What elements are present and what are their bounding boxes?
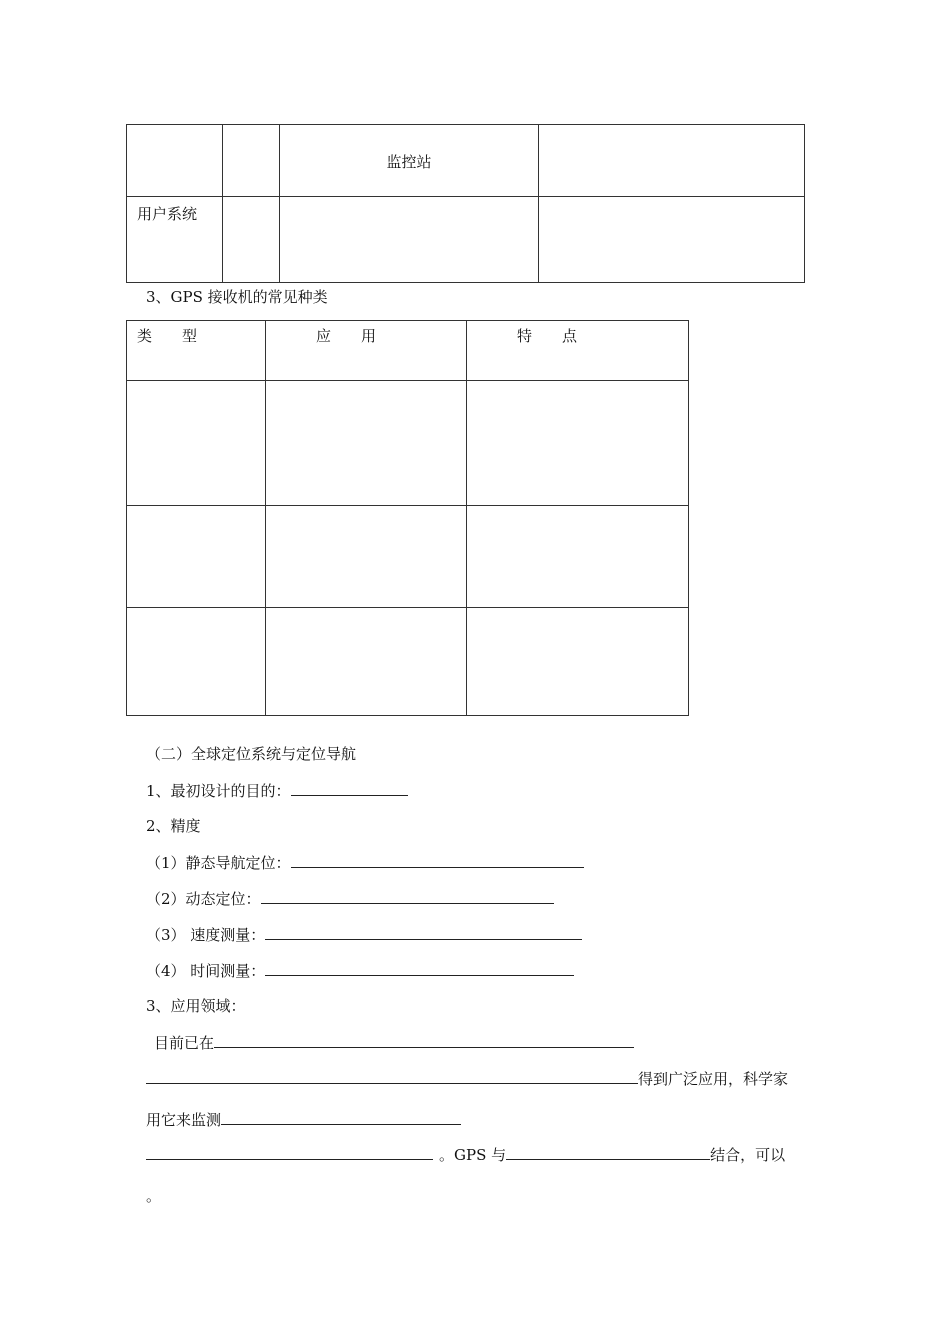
q2-1-line — [146, 852, 584, 873]
table-cell[interactable] — [266, 381, 467, 506]
table-cell[interactable] — [266, 608, 467, 716]
table-header-cell — [127, 321, 266, 381]
q2-2-blank[interactable] — [261, 888, 554, 904]
header-type: 类 型 — [137, 327, 198, 345]
table-cell[interactable] — [127, 608, 266, 716]
q3-line-4: 。GPS 与 结合，可以 — [146, 1144, 785, 1165]
table-cell[interactable] — [266, 506, 467, 608]
q3-label: 3、应用领域： — [146, 997, 246, 1015]
table-header-cell — [266, 321, 467, 381]
system-table-cell — [127, 197, 223, 283]
table-cell[interactable] — [467, 381, 689, 506]
system-table-cell — [280, 125, 539, 197]
q3-line-5: 。 — [146, 1187, 162, 1205]
q3-blank-3[interactable] — [221, 1109, 461, 1125]
system-table-cell — [280, 197, 539, 283]
table-cell[interactable] — [127, 381, 266, 506]
section-3-title: 3、GPS 接收机的常见种类 — [146, 288, 328, 306]
user-system-label: 用户系统 — [137, 205, 198, 223]
q1-label: 1、最初设计的目的： — [146, 782, 291, 800]
header-application: 应 用 — [316, 327, 377, 345]
table-row — [127, 608, 689, 716]
q1-blank[interactable] — [291, 780, 408, 796]
q2-3-label: （3） 速度测量： — [146, 926, 266, 944]
header-feature: 特 点 — [517, 327, 578, 345]
system-table-cell — [223, 125, 280, 197]
q2-label: 2、精度 — [146, 817, 201, 835]
q3-line-1: 目前已在 — [154, 1032, 634, 1053]
q2-4-line — [146, 960, 574, 981]
monitor-station-label: 监控站 — [386, 153, 432, 171]
q2-3-line — [146, 924, 582, 945]
q2-2-line — [146, 888, 554, 909]
q3-line-3: 用它来监测 — [146, 1109, 461, 1130]
q3-blank-2[interactable] — [146, 1068, 638, 1084]
q2-1-blank[interactable] — [291, 852, 584, 868]
q2-2-label: （2）动态定位： — [146, 890, 261, 908]
q3-blank-5[interactable] — [506, 1144, 710, 1160]
q2-1-label: （1）静态导航定位： — [146, 854, 291, 872]
q3-blank-1[interactable] — [214, 1032, 634, 1048]
system-table-cell — [539, 125, 805, 197]
table-header-cell — [467, 321, 689, 381]
table-row — [127, 381, 689, 506]
table-row — [127, 506, 689, 608]
q1-line — [146, 780, 408, 801]
system-table-cell — [127, 125, 223, 197]
system-table-cell — [539, 197, 805, 283]
q2-4-blank[interactable] — [265, 960, 574, 976]
table-cell[interactable] — [467, 608, 689, 716]
table-cell[interactable] — [467, 506, 689, 608]
table-cell[interactable] — [127, 506, 266, 608]
part-2-heading: （二）全球定位系统与定位导航 — [146, 745, 357, 763]
q3-blank-4[interactable] — [146, 1144, 433, 1160]
q2-3-blank[interactable] — [265, 924, 582, 940]
receiver-types-table — [126, 320, 689, 716]
system-table-cell — [223, 197, 280, 283]
q3-line-2: 得到广泛应用，科学家 — [146, 1068, 788, 1089]
q2-4-label: （4） 时间测量： — [146, 962, 266, 980]
system-table — [126, 124, 805, 283]
